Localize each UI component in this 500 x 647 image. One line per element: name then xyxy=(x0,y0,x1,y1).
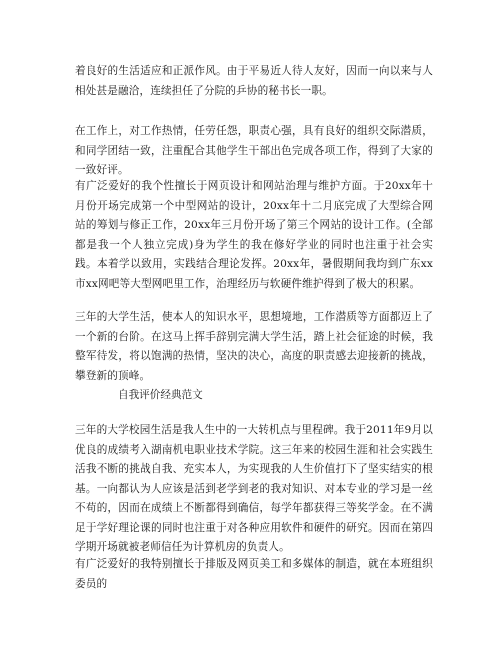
paragraph-3: 有广泛爱好的我个性擅长于网页设计和网站治理与维护方面。于20xx年十月份开场完成第一个中型网站的设计，20xx年十二月底完成了大型综合网站的筹划与修正工作，20xx年三月份开场了第三个网站的设计工作。(全部都是我一个人独立完成)身为学生的我在修好学业的同时也注重于社会实践。本着学以致用，实践结合理论发挥。20xx年，暑假期间我均到广东xx市xx网吧等大型网吧里工作，治理经历与软硬件维护得到了极大的积累。 xyxy=(75,180,433,290)
paragraph-2: 在工作上，对工作热情，任劳任怨，职责心强，具有良好的组织交际潜质，和同学团结一致，注重配合其他学生干部出色完成各项工作，得到了大家的一致好评。 xyxy=(75,125,433,176)
paragraph-1: 着良好的生活适应和正派作风。由于平易近人待人友好，因而一向以来与人相处甚是融洽，连续担任了分院的乒协的秘书长一职。 xyxy=(75,65,433,97)
section-heading: 自我评价经典范文 xyxy=(118,389,203,401)
paragraph-5: 三年的大学校园生活是我人生中的一大转机点与里程碑。我于2011年9月以优良的成绩考入湖南机电职业技术学院。这三年来的校园生涯和社会实践生活我不断的挑战自我、充实本人，为实现我的人生价值打下了坚实结实的根基。一向都认为人应该是活到老学到老的我对知识、对本专业的学习是一丝不苟的，因而在成绩上不断都得到确信，每学年都获得三等奖学金。在不满足于学好理论课的同时也注重于对各种应用软件和硬件的研究。因而在第四学期开场就被老师信任为计算机房的负责人。 xyxy=(75,424,433,553)
paragraph-6: 有广泛爱好的我特别擅长于排版及网页美工和多媒体的制造，就在本班组织委员的 xyxy=(75,558,433,590)
paragraph-4: 三年的大学生活，使本人的知识水平，思想境地，工作潜质等方面都迈上了一个新的台阶。在这马上挥手辞别完满大学生活，踏上社会征途的时候，我整军待发，将以饱满的热情，坚决的决心，高度的职责感去迎接新的挑战，攀登新的顶峰。 xyxy=(75,311,433,382)
